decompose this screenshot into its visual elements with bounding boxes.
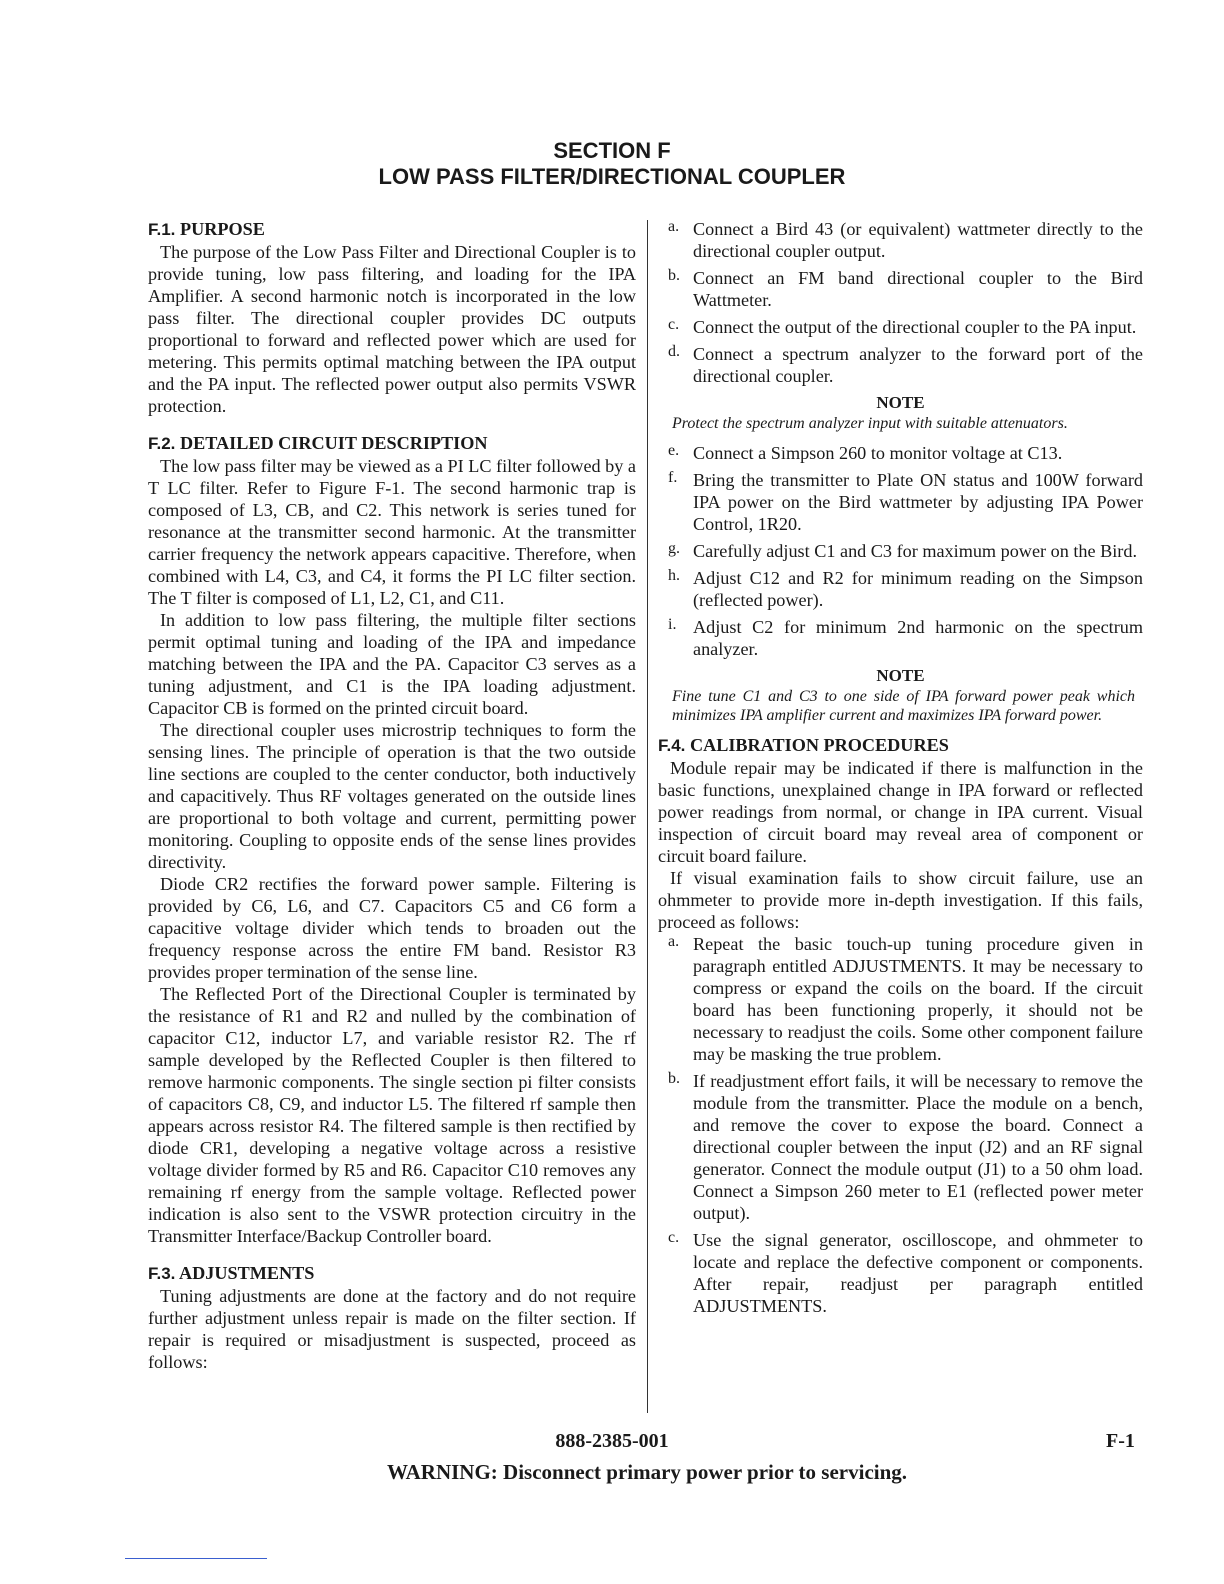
list-item (658, 316, 1143, 338)
list-text: If readjustment effort fails, it will be necessary to remove the module from the transmitter. Place the module on a bench, and remove the cover to expose the board. Connect a directional coupler between the input (J2) and an RF signal generator. Connect the module output (J1) to a 50 ohm load. Connect a Simpson 260 meter to E1 (reflected power meter output). (693, 1070, 1143, 1223)
document-number: 888-2385-001 (555, 1430, 669, 1452)
list-marker: g. (668, 539, 680, 557)
safety-warning: WARNING: Disconnect primary power prior to servicing. (386, 1460, 908, 1484)
page-header (0, 138, 1224, 190)
list-text: Connect a Simpson 260 to monitor voltage at C13. (693, 442, 1063, 463)
list-text: Use the signal generator, oscilloscope, and ohmmeter to locate and replace the defective component or components. After repair, readjust per paragraph entitled ADJUSTMENTS. (693, 1229, 1143, 1316)
note-text: Protect the spectrum analyzer input with suitable attenuators. (672, 415, 1068, 432)
list-marker: c. (668, 316, 680, 333)
list-marker: f. (668, 468, 678, 486)
f4-paragraph: Module repair may be indicated if there is malfunction in the basic functions, unexplained change in IPA forward or reflected power readings from normal, or change in IPA current. Visual inspection of circuit board may reveal area of component or circuit board failure. (658, 757, 1143, 866)
f1-heading (148, 218, 636, 241)
list-item (658, 343, 1143, 387)
f2-heading (148, 432, 636, 455)
list-marker: i. (668, 615, 677, 633)
f1-number: F.1. (148, 220, 176, 239)
f1-paragraph: The purpose of the Low Pass Filter and Directional Coupler is to provide tuning, low pass filtering, and loading for the IPA Amplifier. A second harmonic notch is incorporated in the low pass filter. The directional coupler provides DC outputs proportional to forward and reflected power which are used for metering. This permits optimal matching between the IPA output and the PA input. The reflected power output also permits VSWR protection. (148, 242, 636, 416)
f2-paragraph: In addition to low pass filtering, the multiple filter sections permit optimal tuning and loading of the IPA and impedance matching between the IPA and the PA. Capacitor C3 serves as a tuning adjustment, and C1 is the IPA loading adjustment. Capacitor CB is formed on the printed circuit board. (148, 610, 636, 718)
section-title: LOW PASS FILTER/DIRECTIONAL COUPLER (378, 164, 846, 189)
list-marker: e. (668, 441, 680, 459)
list-marker: c. (668, 1228, 680, 1246)
list-marker: h. (668, 566, 680, 584)
section-label: SECTION F (553, 138, 671, 163)
f3-title: ADJUSTMENTS (178, 1263, 315, 1283)
list-text: Bring the transmitter to Plate ON status and 100W forward IPA power on the Bird wattmeter by adjusting IPA Power Control, 1R20. (693, 469, 1143, 534)
f4-heading (658, 734, 1143, 757)
list-text: Connect a spectrum analyzer to the forward port of the directional coupler. (693, 344, 1143, 386)
column-divider (647, 220, 648, 1413)
list-text: Connect the output of the directional coupler to the PA input. (693, 317, 1137, 337)
f4-number: F.4. (658, 735, 686, 755)
list-item (658, 442, 1143, 464)
f1-title: PURPOSE (179, 219, 265, 239)
f2-paragraph: The directional coupler uses microstrip techniques to form the sensing lines. The principle of operation is that the two outside line sections are coupled to the center conductor, both inductively and capacitively. Thus RF voltages generated on the outside lines are proportional to both voltage and current, permitting power monitoring. Coupling to opposite ends of the sense lines provides directivity. (148, 720, 636, 872)
f2-number: F.2. (148, 434, 176, 453)
f2-paragraph: The Reflected Port of the Directional Coupler is terminated by the resistance of R1 and R2 and nulled by the combination of capacitor C12, inductor L7, and variable resistor R2. The rf sample developed by the Reflected Coupler is then filtered to remove harmonic components. The single section pi filter consists of capacitors C8, C9, and inductor L5. The filtered rf sample then appears across resistor R4. The filtered sample is then rectified by diode CR1, developing a negative voltage across a resistive voltage divider formed by R5 and R6. Capacitor C10 removes any remaining rf energy from the sample voltage. Reflected power indication is also sent to the VSWR protection circuitry in the Transmitter Interface/Backup Controller board. (148, 984, 636, 1246)
list-item (658, 616, 1143, 660)
f4-paragraph: If visual examination fails to show circuit failure, use an ohmmeter to provide more in-depth investigation. If this fails, proceed as follows: (658, 867, 1143, 932)
list-item (658, 218, 1143, 262)
f2-paragraph: The low pass filter may be viewed as a PI LC filter followed by a T LC filter. Refer to Figure F-1. The second harmonic trap is composed of L3, CB, and C2. This network is series tuned for resonance at the transmitter second harmonic. At the transmitter carrier frequency the network appears capacitive. Therefore, when combined with L4, C3, and C4, it forms the PI LC filter section. The T filter is composed of L1, L2, C1, and C11. (148, 456, 636, 608)
f3-number: F.3. (148, 1264, 176, 1283)
list-text: Carefully adjust C1 and C3 for maximum power on the Bird. (693, 540, 1138, 561)
list-marker: b. (668, 267, 680, 284)
list-marker: d. (668, 343, 680, 360)
f3-paragraph: Tuning adjustments are done at the factory and do not require further adjustment unless repair is made on the filter section. If repair is required or misadjustment is suspected, proceed as follows: (148, 1286, 636, 1372)
left-column (148, 218, 636, 1373)
f4-title: CALIBRATION PROCEDURES (689, 734, 949, 755)
list-item (658, 1070, 1143, 1224)
list-item (658, 267, 1143, 311)
f3-heading (148, 1262, 636, 1285)
list-text: Connect a Bird 43 (or equivalent) wattmeter directly to the directional coupler output. (693, 219, 1143, 261)
list-item (658, 1229, 1143, 1317)
f2-title: DETAILED CIRCUIT DESCRIPTION (179, 433, 488, 453)
note-title: NOTE (876, 393, 925, 412)
f2-paragraph: Diode CR2 rectifies the forward power sample. Filtering is provided by C6, L6, and C7. Capacitors C5 and C6 form a capacitive voltage divider which tends to broaden out the frequency response across the entire FM band. Resistor R3 provides proper termination of the sense line. (148, 874, 636, 982)
note-title: NOTE (876, 665, 925, 685)
list-item (658, 567, 1143, 611)
scan-artifact-line (125, 1558, 267, 1559)
right-column (658, 218, 1143, 1322)
list-marker: a. (668, 932, 680, 950)
list-item (658, 540, 1143, 562)
list-text: Adjust C12 and R2 for minimum reading on the Simpson (reflected power). (693, 567, 1143, 610)
list-item (658, 933, 1143, 1065)
list-text: Adjust C2 for minimum 2nd harmonic on the spectrum analyzer. (693, 616, 1143, 659)
list-marker: a. (668, 218, 680, 235)
list-item (658, 469, 1143, 535)
list-marker: b. (668, 1069, 680, 1087)
list-text: Repeat the basic touch-up tuning procedure given in paragraph entitled ADJUSTMENTS. It may be necessary to compress or expand the coils on the board. If the circuit board has been functioning properly, it should not be necessary to readjust the coils. Some other component failure may be masking the true problem. (693, 933, 1143, 1064)
page-number: F-1 (1106, 1430, 1135, 1452)
list-text: Connect an FM band directional coupler to the Bird Wattmeter. (693, 268, 1143, 310)
note-text: Fine tune C1 and C3 to one side of IPA forward power peak which minimizes IPA amplifier current and maximizes IPA forward power. (672, 687, 1135, 724)
